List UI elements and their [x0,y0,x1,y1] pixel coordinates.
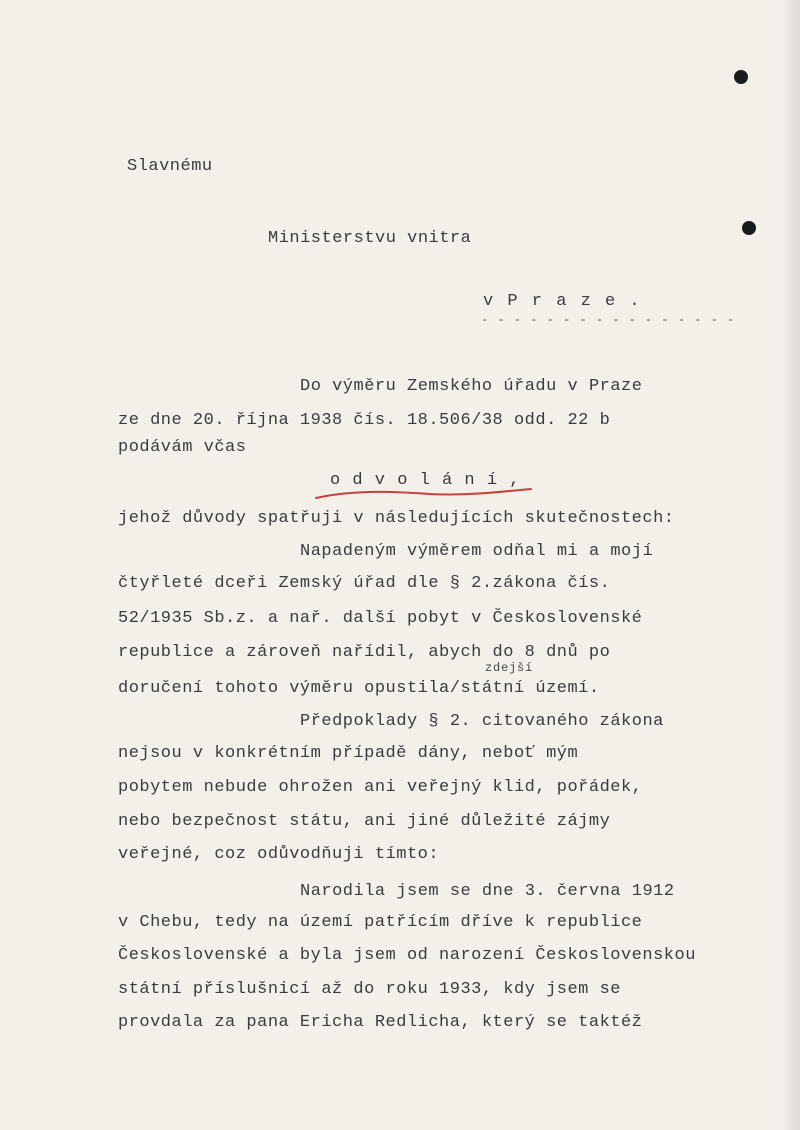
body-line-14: Československé a byla jsem od narození Československou [118,946,696,965]
body-line-11: veřejné, coz odůvodňuji tímto: [118,845,440,864]
body-line-12: Narodila jsem se dne 3. června 1912 [300,882,675,901]
body-line-9: pobytem nebude ohrožen ani veřejný klid, pořádek, [118,778,643,797]
intro-line-2: ze dne 20. října 1938 čís. 18.506/38 odd. 22 b [118,411,611,430]
body-line-10: nebo bezpečnost státu, ani jiné důležité zájmy [118,812,611,831]
body-line-3: čtyřleté dceři Zemský úřad dle § 2.zákona čís. [118,574,611,593]
body-line-1: jehož důvody spatřuji v následujících skutečnostech: [118,509,675,528]
body-line-5: republice a zároveň nařídil, abych do 8 dnů po [118,643,611,662]
address-underline: - - - - - - - - - - - - - - - - [481,313,736,327]
body-line-13: v Chebu, tedy na území patřícím dříve k republice [118,913,643,932]
handwritten-insertion: zdejší [485,661,534,675]
body-line-6: doručení tohoto výměru opustila/státní území. [118,679,600,698]
body-line-2: Napadeným výměrem odňal mi a mojí [300,542,654,561]
intro-line-3: podávám včas [118,438,247,457]
addressee-city: v P r a z e . [483,292,642,311]
body-line-16: provdala za pana Ericha Redlicha, který se taktéž [118,1013,643,1032]
body-line-7: Předpoklady § 2. citovaného zákona [300,712,664,731]
body-line-8: nejsou v konkrétním případě dány, neboť mým [118,744,579,763]
salutation: Slavnému [127,157,213,176]
punch-hole-top [734,70,748,84]
intro-line-1: Do výměru Zemského úřadu v Praze [300,377,643,396]
appeal-heading: o d v o l á n í , [330,471,521,490]
addressee-ministry: Ministerstvu vnitra [268,229,472,248]
paper-edge-shadow [780,0,800,1130]
body-line-4: 52/1935 Sb.z. a nař. další pobyt v Československé [118,609,643,628]
body-line-15: státní příslušnicí až do roku 1933, kdy jsem se [118,980,621,999]
punch-hole-bottom [742,221,756,235]
